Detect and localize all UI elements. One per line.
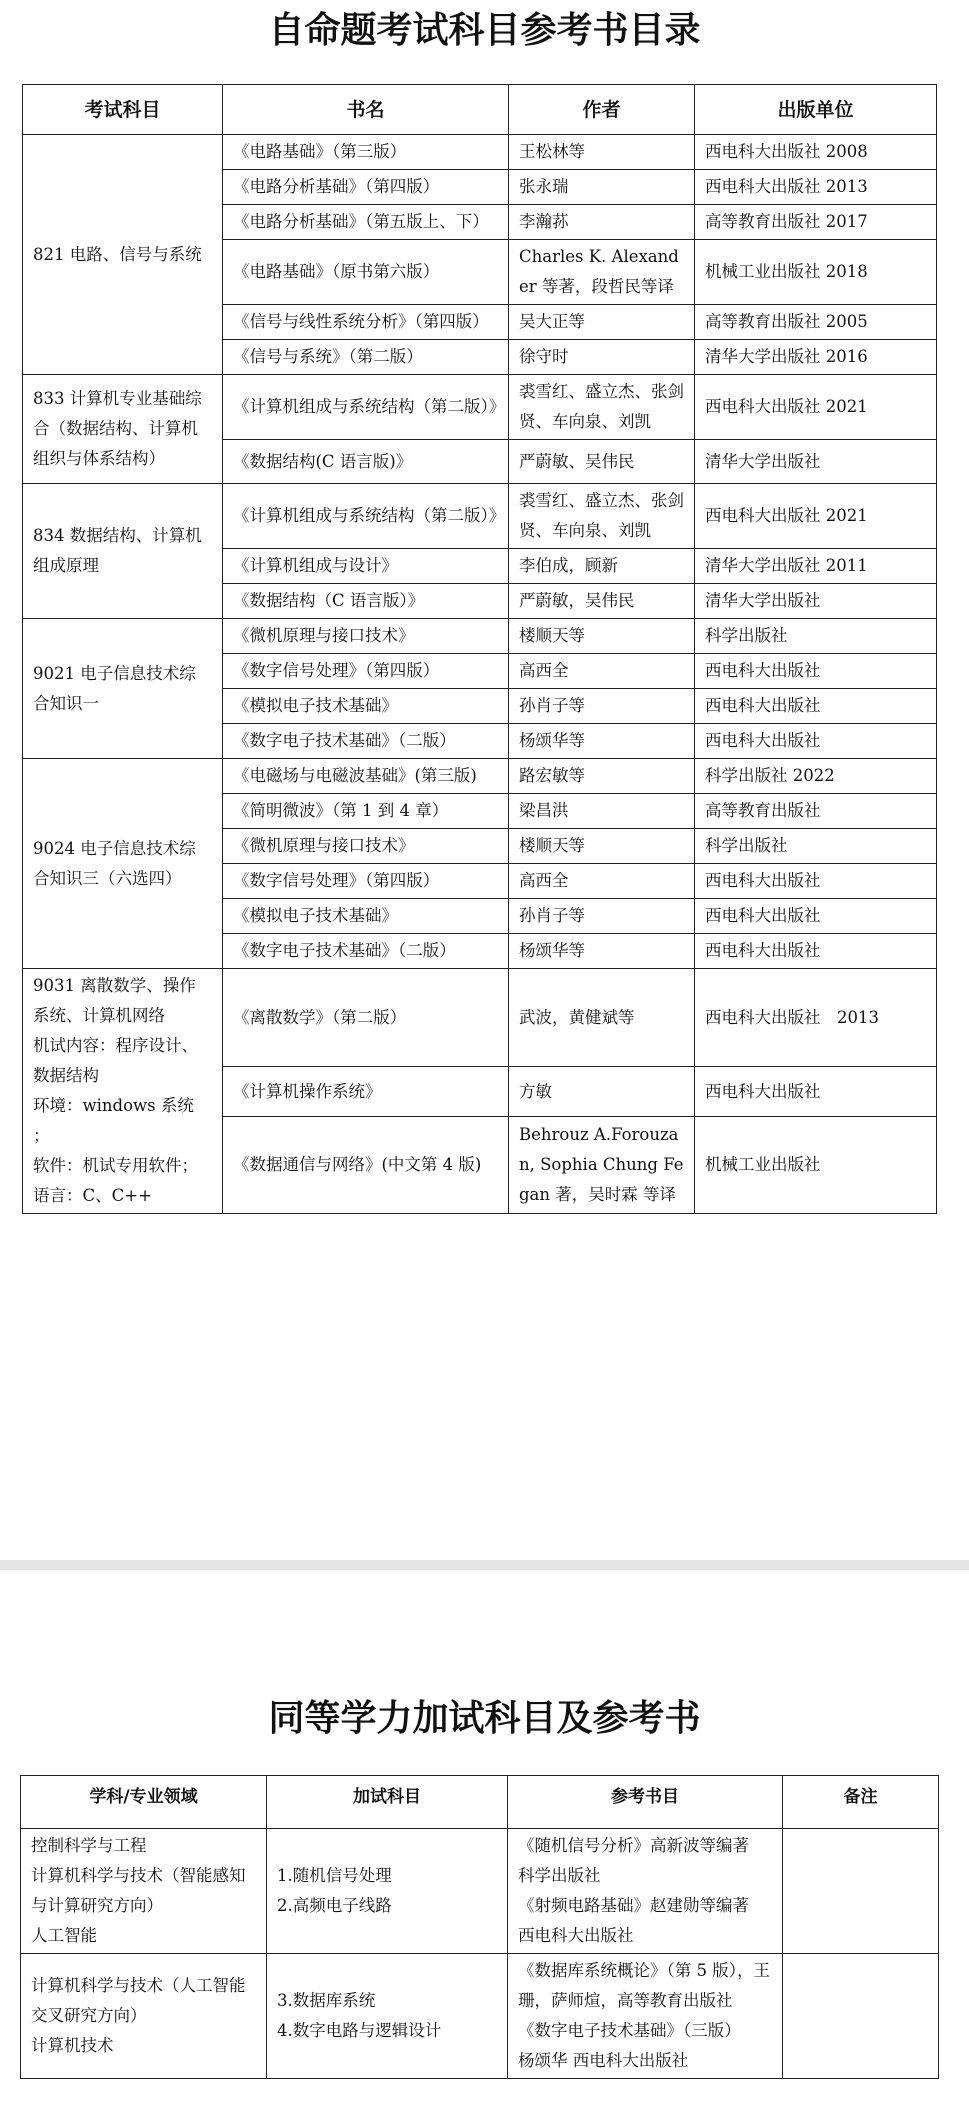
publisher-cell: 机械工业出版社 2018 (695, 240, 937, 305)
author-cell: Charles K. Alexander 等著，段哲民等译 (509, 240, 695, 305)
subject-cell: 9021 电子信息技术综合知识一 (23, 619, 223, 759)
column-header: 作者 (509, 85, 695, 135)
field-cell (21, 1829, 267, 1954)
book-title-cell: 《数字电子技术基础》（二版） (223, 934, 509, 969)
column-header: 学科/专业领域 (21, 1776, 267, 1829)
publisher-cell: 清华大学出版社 (695, 440, 937, 484)
column-header: 备注 (783, 1776, 939, 1829)
author-cell: 严蔚敏，吴伟民 (509, 584, 695, 619)
table-row (23, 135, 937, 170)
book-title-cell: 《模拟电子技术基础》 (223, 689, 509, 724)
book-title-cell: 《计算机组成与设计》 (223, 549, 509, 584)
publisher-cell: 高等教育出版社 (695, 794, 937, 829)
author-cell: 孙肖子等 (509, 899, 695, 934)
book-title-cell: 《信号与系统》（第二版） (223, 340, 509, 375)
reference-book-line: 《射频电路基础》赵建勋等编著 (518, 1896, 749, 1915)
table-row (23, 759, 937, 794)
subject-cell: 834 数据结构、计算机组成原理 (23, 484, 223, 619)
publisher-cell: 西电科大出版社 2021 (695, 484, 937, 549)
subject-cell: 9031 离散数学、操作系统、计算机网络 机试内容：程序设计、数据结构 环境：windows 系统 ； 软件：机试专用软件； 语言：C、C++ (23, 969, 223, 1214)
field-line: 人工智能 (31, 1926, 97, 1945)
publisher-cell: 西电科大出版社 (695, 654, 937, 689)
author-cell: 严蔚敏、吴伟民 (509, 440, 695, 484)
book-title-cell: 《离散数学》（第二版） (223, 969, 509, 1067)
publisher-cell: 清华大学出版社 (695, 584, 937, 619)
field-line: 控制科学与工程 (31, 1836, 147, 1855)
author-cell: 楼顺天等 (509, 829, 695, 864)
publisher-cell: 高等教育出版社 2017 (695, 205, 937, 240)
page-title: 自命题考试科目参考书目录 (268, 9, 701, 51)
exam-subject-line: 3.数据库系统 (277, 1991, 376, 2010)
publisher-cell: 西电科大出版社 2013 (695, 170, 937, 205)
author-cell: 武波，黄健斌等 (509, 969, 695, 1067)
equivalent-exam-table (20, 1775, 939, 2079)
column-header: 出版单位 (695, 85, 937, 135)
book-title-cell: 《微机原理与接口技术》 (223, 829, 509, 864)
publisher-cell: 科学出版社 2022 (695, 759, 937, 794)
exam-subject-line: 2.高频电子线路 (277, 1896, 392, 1915)
publisher-cell: 西电科大出版社 2008 (695, 135, 937, 170)
publisher-cell: 西电科大出版社 (695, 1067, 937, 1116)
reference-book-cell (508, 1954, 783, 2079)
field-line: 计算机科学与技术（人工智能交叉研究方向） (31, 1976, 246, 2025)
exam-subject-cell (267, 1829, 508, 1954)
subject-cell: 9024 电子信息技术综合知识三（六选四） (23, 759, 223, 969)
publisher-cell: 清华大学出版社 2016 (695, 340, 937, 375)
note-cell (783, 1829, 939, 1954)
author-cell: 梁昌洪 (509, 794, 695, 829)
author-cell: 方敏 (509, 1067, 695, 1116)
author-cell: 裘雪红、盛立杰、张剑贤、车向泉、刘凯 (509, 484, 695, 549)
publisher-cell: 清华大学出版社 2011 (695, 549, 937, 584)
publisher-cell: 西电科大出版社 2013 (695, 969, 937, 1067)
book-title-cell: 《数字电子技术基础》（二版） (223, 724, 509, 759)
author-cell: 楼顺天等 (509, 619, 695, 654)
book-title-cell: 《计算机操作系统》 (223, 1067, 509, 1116)
reference-book-line: 西电科大出版社 (518, 1926, 634, 1945)
reference-book-line: 《数据库系统概论》（第 5 版），王珊，萨师煊，高等教育出版社 (518, 1961, 770, 2010)
field-line: 计算机科学与技术（智能感知与计算研究方向） (31, 1866, 246, 1915)
publisher-cell: 机械工业出版社 (695, 1116, 937, 1213)
column-header: 加试科目 (267, 1776, 508, 1829)
book-title-cell: 《数据通信与网络》(中文第 4 版) (223, 1116, 509, 1213)
table-row (23, 619, 937, 654)
book-title-cell: 《电路分析基础》（第五版上、下） (223, 205, 509, 240)
reference-book-line: 《随机信号分析》高新波等编著 (518, 1836, 749, 1855)
subject-cell: 821 电路、信号与系统 (23, 135, 223, 375)
author-cell: Behrouz A.Forouzan, Sophia Chung Fegan 著，吴时霖 等译 (509, 1116, 695, 1213)
table-row (23, 969, 937, 1067)
reference-book-line: 《数字电子技术基础》（三版） (518, 2021, 741, 2040)
book-title-cell: 《电路分析基础》（第四版） (223, 170, 509, 205)
book-title-cell: 《计算机组成与系统结构（第二版）》 (223, 484, 509, 549)
book-title-cell: 《微机原理与接口技术》 (223, 619, 509, 654)
book-title-cell: 《数据结构（C 语言版）》 (223, 584, 509, 619)
author-cell: 王松林等 (509, 135, 695, 170)
column-header: 书名 (223, 85, 509, 135)
book-title-cell: 《电磁场与电磁波基础》(第三版) (223, 759, 509, 794)
field-cell (21, 1954, 267, 2079)
column-header: 参考书目 (508, 1776, 783, 1829)
note-cell (783, 1954, 939, 2079)
author-cell: 李伯成，顾新 (509, 549, 695, 584)
reference-book-line: 科学出版社 (518, 1866, 601, 1885)
book-title-cell: 《电路基础》（原书第六版） (223, 240, 509, 305)
author-cell: 杨颂华等 (509, 934, 695, 969)
author-cell: 吴大正等 (509, 305, 695, 340)
page-title: 同等学力加试科目及参考书 (268, 1697, 701, 1739)
author-cell: 孙肖子等 (509, 689, 695, 724)
publisher-cell: 高等教育出版社 2005 (695, 305, 937, 340)
exam-reference-table (22, 84, 937, 1214)
book-title-cell: 《电路基础》（第三版） (223, 135, 509, 170)
subject-cell: 833 计算机专业基础综合（数据结构、计算机组织与体系结构） (23, 375, 223, 484)
publisher-cell: 科学出版社 (695, 619, 937, 654)
book-title-cell: 《计算机组成与系统结构（第二版）》 (223, 375, 509, 440)
reference-book-line: 杨颂华 西电科大出版社 (518, 2051, 689, 2070)
exam-subject-cell (267, 1954, 508, 2079)
book-title-cell: 《简明微波》（第 1 到 4 章） (223, 794, 509, 829)
publisher-cell: 西电科大出版社 (695, 864, 937, 899)
publisher-cell: 西电科大出版社 (695, 689, 937, 724)
author-cell: 路宏敏等 (509, 759, 695, 794)
field-line: 计算机技术 (31, 2036, 114, 2055)
author-cell: 裘雪红、盛立杰、张剑贤、车向泉、刘凯 (509, 375, 695, 440)
table-row (23, 375, 937, 440)
author-cell: 张永瑞 (509, 170, 695, 205)
author-cell: 高西全 (509, 654, 695, 689)
publisher-cell: 科学出版社 (695, 829, 937, 864)
publisher-cell: 西电科大出版社 2021 (695, 375, 937, 440)
author-cell: 徐守时 (509, 340, 695, 375)
publisher-cell: 西电科大出版社 (695, 724, 937, 759)
publisher-cell: 西电科大出版社 (695, 899, 937, 934)
author-cell: 高西全 (509, 864, 695, 899)
exam-subject-line: 4.数字电路与逻辑设计 (277, 2021, 442, 2040)
table-row (23, 484, 937, 549)
table-row (21, 1829, 939, 1954)
reference-book-cell (508, 1829, 783, 1954)
author-cell: 杨颂华等 (509, 724, 695, 759)
document-page-2 (0, 1570, 969, 2104)
book-title-cell: 《数字信号处理》（第四版） (223, 654, 509, 689)
author-cell: 李瀚荪 (509, 205, 695, 240)
book-title-cell: 《模拟电子技术基础》 (223, 899, 509, 934)
publisher-cell: 西电科大出版社 (695, 934, 937, 969)
exam-subject-line: 1.随机信号处理 (277, 1866, 392, 1885)
page-separator (0, 1560, 969, 1570)
table-row (21, 1954, 939, 2079)
book-title-cell: 《数据结构(C 语言版)》 (223, 440, 509, 484)
column-header: 考试科目 (23, 85, 223, 135)
book-title-cell: 《数字信号处理》（第四版） (223, 864, 509, 899)
book-title-cell: 《信号与线性系统分析》（第四版） (223, 305, 509, 340)
